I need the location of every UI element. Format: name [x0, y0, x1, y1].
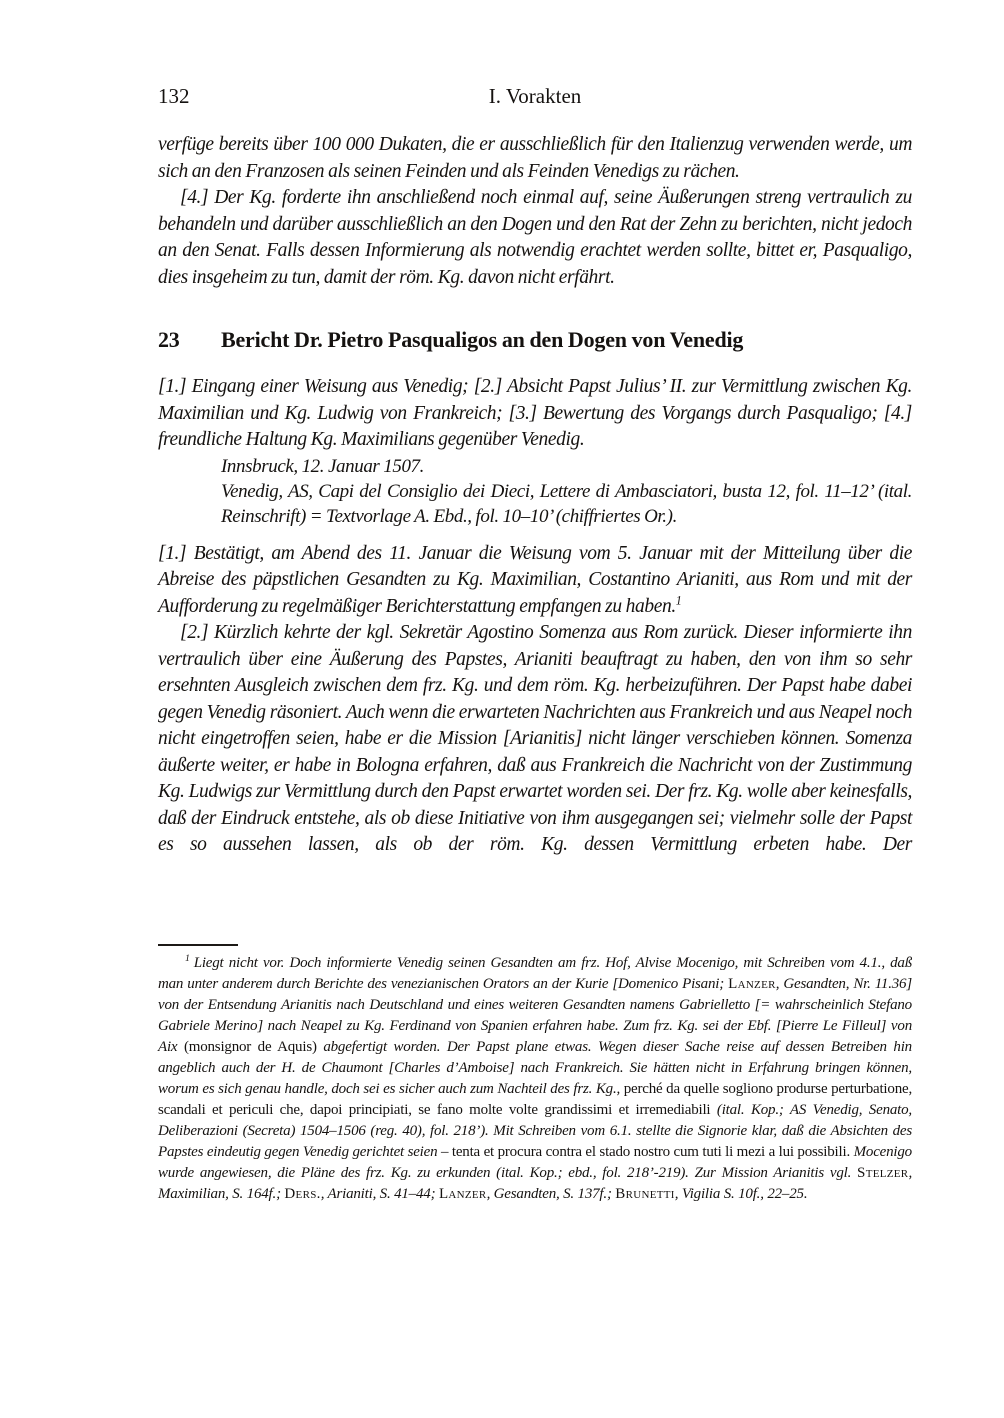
section-number: 23	[158, 327, 180, 352]
source-block	[221, 454, 912, 529]
footnote-segment: Ders.	[284, 1186, 321, 1202]
footnote-segment: tenta et procura contra el stado nostro cum tuti li mezi a lui possibili.	[451, 1144, 854, 1160]
main-text	[158, 132, 912, 859]
paragraph-2: [2.] Kürzlich kehrte der kgl. Sekretär Agostino Somenza aus Rom zurück. Dieser informierte ihn vertraulich über eine Äußerung des Papstes, Arianiti beauftragt zu haben, den von ihm so sehr ersehnten Ausgleich zwischen dem frz. Kg. und dem röm. Kg. herbeizuführen. Der Papst habe dabei gegen Venedig räsoniert. Auch wenn die erwarteten Nachrichten aus Frankreich und aus Neapel noch nicht eingetroffen seien, habe er die Mission [Arianitis] nicht länger verschieben können. Somenza äußerte weiter, er habe in Bologna erfahren, daß aus Frankreich die Nachricht von der Zustimmung Kg. Ludwigs zur Vermittlung durch den Papst erwartet worden sei. Der frz. Kg. wolle aber keinesfalls, daß der Eindruck entstehe, als ob diese Initiative von ihm ausgegangen sei; vielmehr solle der Papst es so aussehen lassen, als ob der röm. Kg. dessen Vermittlung erbeten habe. Der	[158, 622, 912, 855]
footnote-segment: , Vigilia S. 10f., 22–25.	[674, 1186, 808, 1202]
footnote-segment: abgefertigt worden. Der Papst plane etwas. Wegen dieser Sache reise auf dessen Betreiben hin angeblich auch der H. de Chaumont [Charles d’Amboise] nach Frankreich. Sie hätten nicht in Erfahrung bringen können, worum es sich genau handle, doch sei es sicher auch zum Nachteil des frz. Kg.,	[158, 1039, 912, 1097]
archive-reference: Venedig, AS, Capi del Consiglio dei Dieci, Lettere di Ambasciatori, busta 12, fol. 11–12’ (ital. Reinschrift) = Textvorlage A. Ebd., fol. 10–10’ (chiffriertes Or.).	[221, 480, 912, 527]
footnote-marker: 1	[185, 953, 190, 964]
footnote-segment: , Arianiti, S. 41–44;	[320, 1186, 439, 1202]
footnote-segment: Lanzer	[728, 976, 776, 992]
dateline: Innsbruck, 12. Januar 1507.	[221, 455, 425, 477]
text-block	[158, 84, 912, 859]
regest-summary: [1.] Eingang einer Weisung aus Venedig; [2.] Absicht Papst Julius’ II. zur Vermittlung zwischen Kg. Maximilian und Kg. Ludwig von Frankreich; [3.] Bewertung des Vorgangs durch Pasqualigo; [4.] freundliche Haltung Kg. Maximilians gegenüber Venedig.	[158, 376, 912, 450]
footnote-body	[158, 955, 912, 1202]
section-heading	[158, 327, 912, 353]
footnote-segment: Brunetti	[615, 1186, 675, 1202]
footnote-segment: , Maximilian, S. 164f.;	[158, 1165, 912, 1202]
footnote-segment: Stelzer	[857, 1165, 909, 1181]
section-title: Bericht Dr. Pietro Pasqualigos an den Dogen von Venedig	[221, 327, 744, 352]
footnote-segment: , Gesandten, Nr. 11.36] von der Entsendung Arianitis nach Deutschland und eines weiteren Gesandten namens Gabrielletto [= wahrscheinlich Stefano Gabriele Merino] nach Neapel zu Kg. Ferdinand von Spanien erfahren habe. Zum frz. Kg. sei der Ebf. [Pierre Le Filleul] von Aix	[158, 976, 912, 1055]
footnote-1	[158, 953, 912, 1205]
footnote-segment: , Gesandten, S. 137f.;	[486, 1186, 616, 1202]
footnote-segment: (ital. Kop.; AS Venedig, Senato, Deliberazioni (Secreta) 1504–1506 (reg. 40), fol. 218’). Mit Schreiben vom 6.1. stellte die Signorie klar, daß die Absichten des Papstes eindeutig gegen Venedig gerichtet seien –	[158, 1102, 912, 1160]
footnote-rule	[158, 944, 238, 946]
paragraph-1-text: [1.] Bestätigt, am Abend des 11. Januar die Weisung vom 5. Januar mit der Mitteilung über die Abreise des päpstlichen Gesandten zu Kg. Maximilian, Costantino Arianiti, aus Rom und mit der Aufforderung zu regelmäßiger Berichterstattung empfangen zu haben.	[158, 542, 912, 617]
paragraph-1	[158, 541, 912, 621]
footnote-segment: (monsignor de Aquis)	[183, 1039, 324, 1055]
footnote-segment: perché da quelle sogliono produrse perturbatione, scandali et periculi che, dapoi principiati, se fano molte volte grandissimi et irremediabili	[158, 1081, 912, 1118]
running-header	[158, 84, 912, 110]
footnote-reference: 1	[675, 593, 682, 607]
running-head-title: I. Vorakten	[488, 84, 582, 108]
paragraph-4: [4.] Der Kg. forderte ihn anschließend noch einmal auf, seine Äußerungen streng vertraulich zu behandeln und darüber ausschließlich an den Dogen und den Rat der Zehn zu berichten, nicht jedoch an den Senat. Falls dessen Informierung als notwendig erachtet werden sollte, bittet er, Pasqualigo, dies insgeheim zu tun, damit der röm. Kg. davon nicht erfährt.	[158, 187, 912, 288]
footnote-segment: Lanzer	[438, 1186, 487, 1202]
paragraph-continuation: verfüge bereits über 100 000 Dukaten, die er ausschließlich für den Italienzug verwenden werde, um sich an den Franzosen als seinen Feinden und als Feinden Venedigs zu rächen.	[158, 134, 912, 182]
footnote-area	[158, 944, 912, 1205]
page-number: 132	[158, 84, 190, 108]
footnote-segment: Mocenigo wurde angewiesen, die Pläne des frz. Kg. zu erkunden (ital. Kop.; ebd., fol. 218’-219). Zur Mission Arianitis vgl.	[158, 1144, 912, 1181]
footnote-segment: Liegt nicht vor. Doch informierte Venedig seinen Gesandten am frz. Hof, Alvise Mocenigo, mit Schreiben vom 4.1., daß man unter anderem durch Berichte des venezianischen Orators an der Kurie [Domenico Pisani;	[158, 955, 912, 992]
